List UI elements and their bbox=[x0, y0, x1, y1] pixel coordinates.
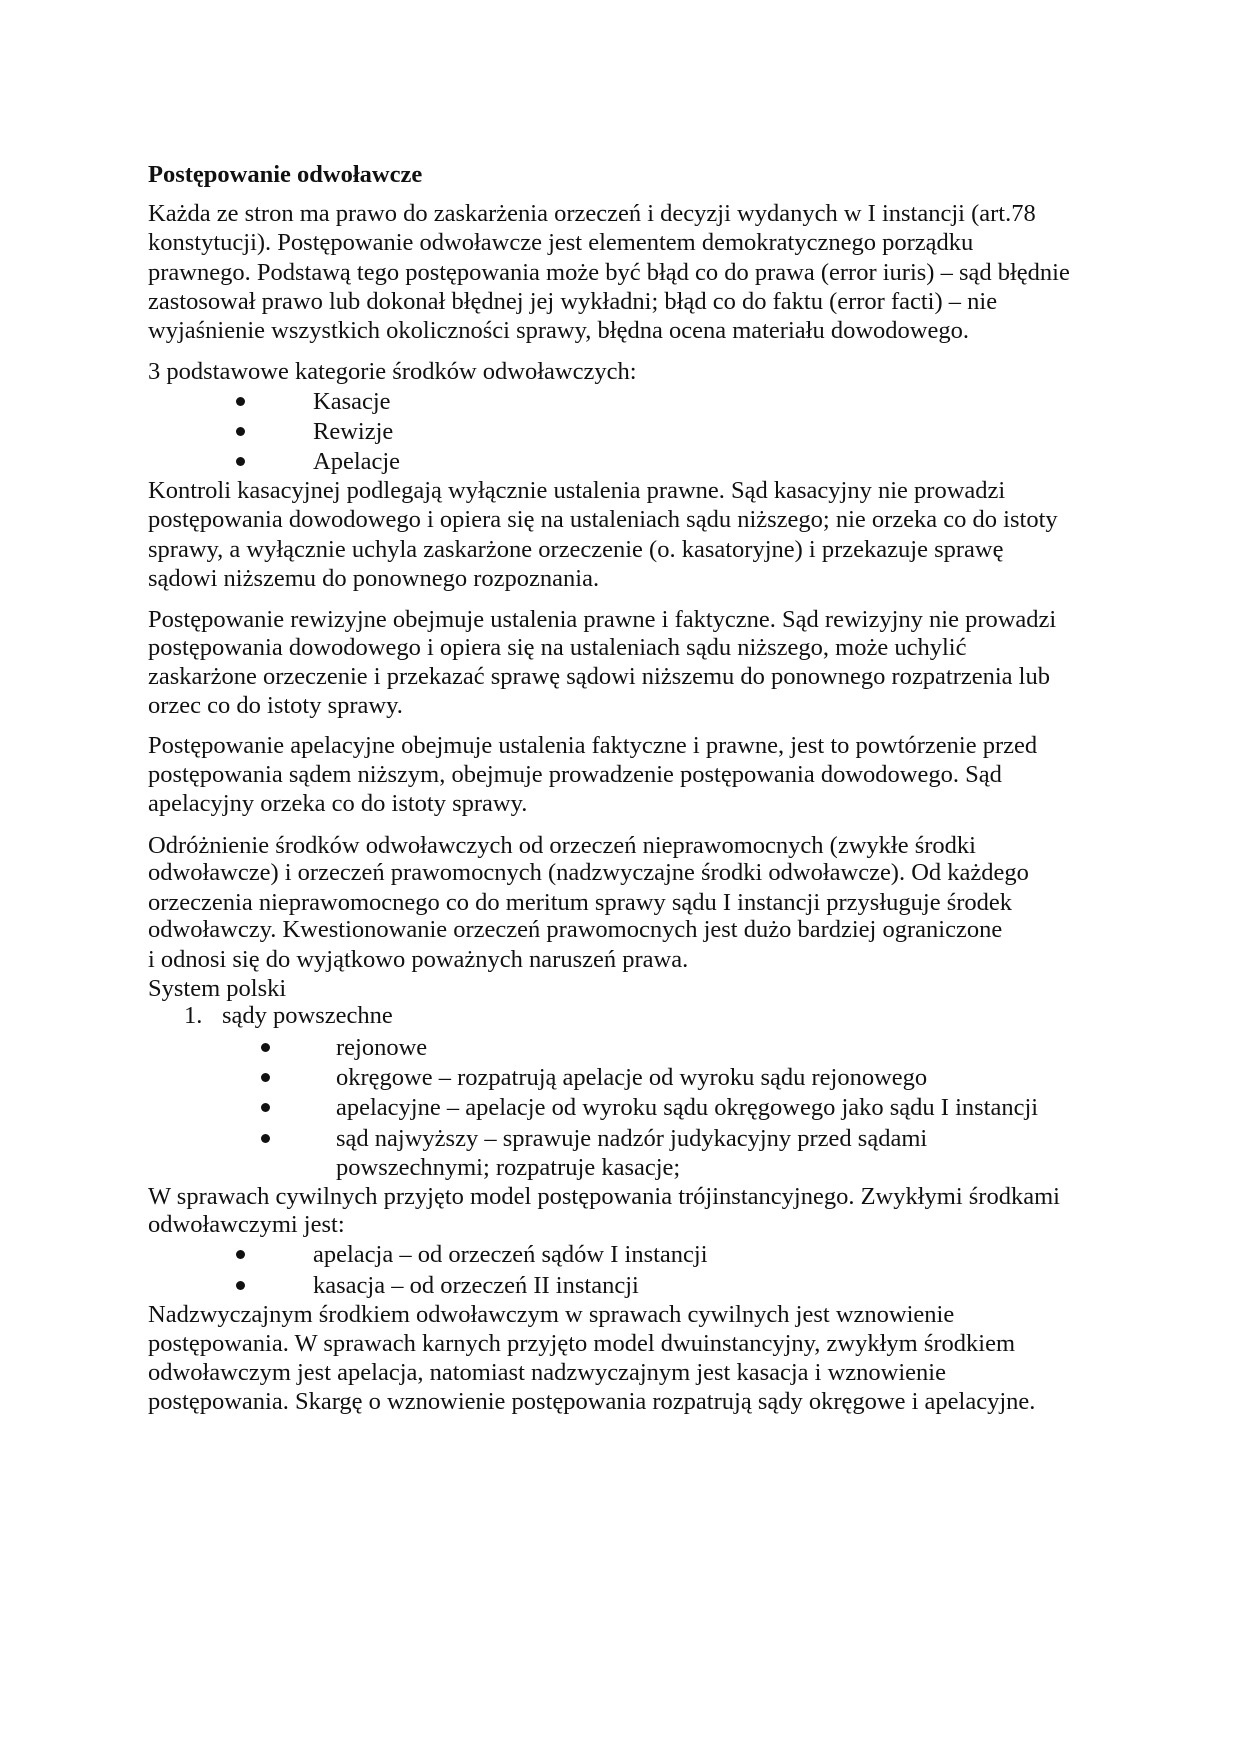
bullet-icon bbox=[261, 1043, 270, 1052]
list-item: Rewizje bbox=[313, 418, 394, 445]
text-line: postępowania dowodowego i opiera się na ustaleniach sądu niższego, może uchylić bbox=[148, 634, 967, 661]
text-line: Nadzwyczajnym środkiem odwoławczym w sprawach cywilnych jest wznowienie bbox=[148, 1301, 955, 1328]
list-item: rejonowe bbox=[336, 1034, 428, 1061]
list-item: okręgowe – rozpatrują apelacje od wyroku sądu rejonowego bbox=[336, 1064, 928, 1091]
list-item: apelacja – od orzeczeń sądów I instancji bbox=[313, 1241, 708, 1268]
list-item: Kasacje bbox=[313, 388, 391, 415]
bullet-icon bbox=[261, 1073, 270, 1082]
text-line: apelacyjny orzeka co do istoty sprawy. bbox=[148, 790, 528, 817]
text-line: sądowi niższemu do ponownego rozpoznania. bbox=[148, 565, 600, 592]
list-item: sąd najwyższy – sprawuje nadzór judykacyjny przed sądami bbox=[336, 1125, 928, 1152]
bullet-icon bbox=[236, 1281, 245, 1290]
text-line: W sprawach cywilnych przyjęto model postępowania trójinstancyjnego. Zwykłymi środkami bbox=[148, 1183, 1060, 1210]
list-item: kasacja – od orzeczeń II instancji bbox=[313, 1272, 639, 1299]
list-item: Apelacje bbox=[313, 448, 401, 475]
text-line: postępowania sądem niższym, obejmuje prowadzenie postępowania dowodowego. Sąd bbox=[148, 761, 1002, 788]
text-line: Kontroli kasacyjnej podlegają wyłącznie ustalenia prawne. Sąd kasacyjny nie prowadzi bbox=[148, 477, 1006, 504]
numbered-item: sądy powszechne bbox=[222, 1002, 393, 1029]
text-line: Odróżnienie środków odwoławczych od orzeczeń nieprawomocnych (zwykłe środki bbox=[148, 832, 976, 859]
text-line: Każda ze stron ma prawo do zaskarżenia orzeczeń i decyzji wydanych w I instancji (art.78 bbox=[148, 200, 1036, 227]
bullet-icon bbox=[236, 457, 245, 466]
bullet-icon bbox=[261, 1134, 270, 1143]
bullet-icon bbox=[261, 1103, 270, 1112]
categories-intro: 3 podstawowe kategorie środków odwoławczych: bbox=[148, 358, 637, 385]
text-line: zaskarżone orzeczenie i przekazać sprawę sądowi niższemu do ponownego rozpatrzenia lub bbox=[148, 663, 1050, 690]
bullet-icon bbox=[236, 427, 245, 436]
text-line: zastosował prawo lub dokonał błędnej jej wykładni; błąd co do faktu (error facti) – nie bbox=[148, 288, 998, 315]
text-line: wyjaśnienie wszystkich okoliczności sprawy, błędna ocena materiału dowodowego. bbox=[148, 317, 969, 344]
text-line: Postępowanie apelacyjne obejmuje ustalenia faktyczne i prawne, jest to powtórzenie przed bbox=[148, 732, 1038, 759]
list-number: 1. bbox=[184, 1002, 203, 1029]
text-line: odwoławczymi jest: bbox=[148, 1211, 345, 1238]
text-line: postępowania dowodowego i opiera się na ustaleniach sądu niższego; nie orzeka co do istoty bbox=[148, 506, 1058, 533]
text-line: orzeczenia nieprawomocnego co do meritum sprawy sądu I instancji przysługuje środek bbox=[148, 889, 1013, 916]
text-line: konstytucji). Postępowanie odwoławcze jest elementem demokratycznego porządku bbox=[148, 229, 974, 256]
page-title: Postępowanie odwoławcze bbox=[148, 161, 423, 188]
system-heading: System polski bbox=[148, 975, 287, 1002]
text-line: orzec co do istoty sprawy. bbox=[148, 692, 403, 719]
text-line: prawnego. Podstawą tego postępowania może być błąd co do prawa (error iuris) – sąd błędnie bbox=[148, 259, 1070, 286]
list-item-continuation: powszechnymi; rozpatruje kasacje; bbox=[336, 1154, 681, 1181]
text-line: odwoławczy. Kwestionowanie orzeczeń prawomocnych jest dużo bardziej ograniczone bbox=[148, 916, 1003, 943]
text-line: odwoławcze) i orzeczeń prawomocnych (nadzwyczajne środki odwoławcze). Od każdego bbox=[148, 859, 1029, 886]
text-line: Postępowanie rewizyjne obejmuje ustalenia prawne i faktyczne. Sąd rewizyjny nie prowadzi bbox=[148, 606, 1057, 633]
text-line: postępowania. Skargę o wznowienie postępowania rozpatrują sądy okręgowe i apelacyjne. bbox=[148, 1388, 1036, 1415]
bullet-icon bbox=[236, 1250, 245, 1259]
text-line: sprawy, a wyłącznie uchyla zaskarżone orzeczenie (o. kasatoryjne) i przekazuje sprawę bbox=[148, 536, 1004, 563]
text-line: odwoławczym jest apelacja, natomiast nadzwyczajnym jest kasacja i wznowienie bbox=[148, 1359, 946, 1386]
list-item: apelacyjne – apelacje od wyroku sądu okręgowego jako sądu I instancji bbox=[336, 1094, 1039, 1121]
text-line: postępowania. W sprawach karnych przyjęto model dwuinstancyjny, zwykłym środkiem bbox=[148, 1330, 1016, 1357]
bullet-icon bbox=[236, 397, 245, 406]
text-line: i odnosi się do wyjątkowo poważnych naruszeń prawa. bbox=[148, 946, 689, 973]
